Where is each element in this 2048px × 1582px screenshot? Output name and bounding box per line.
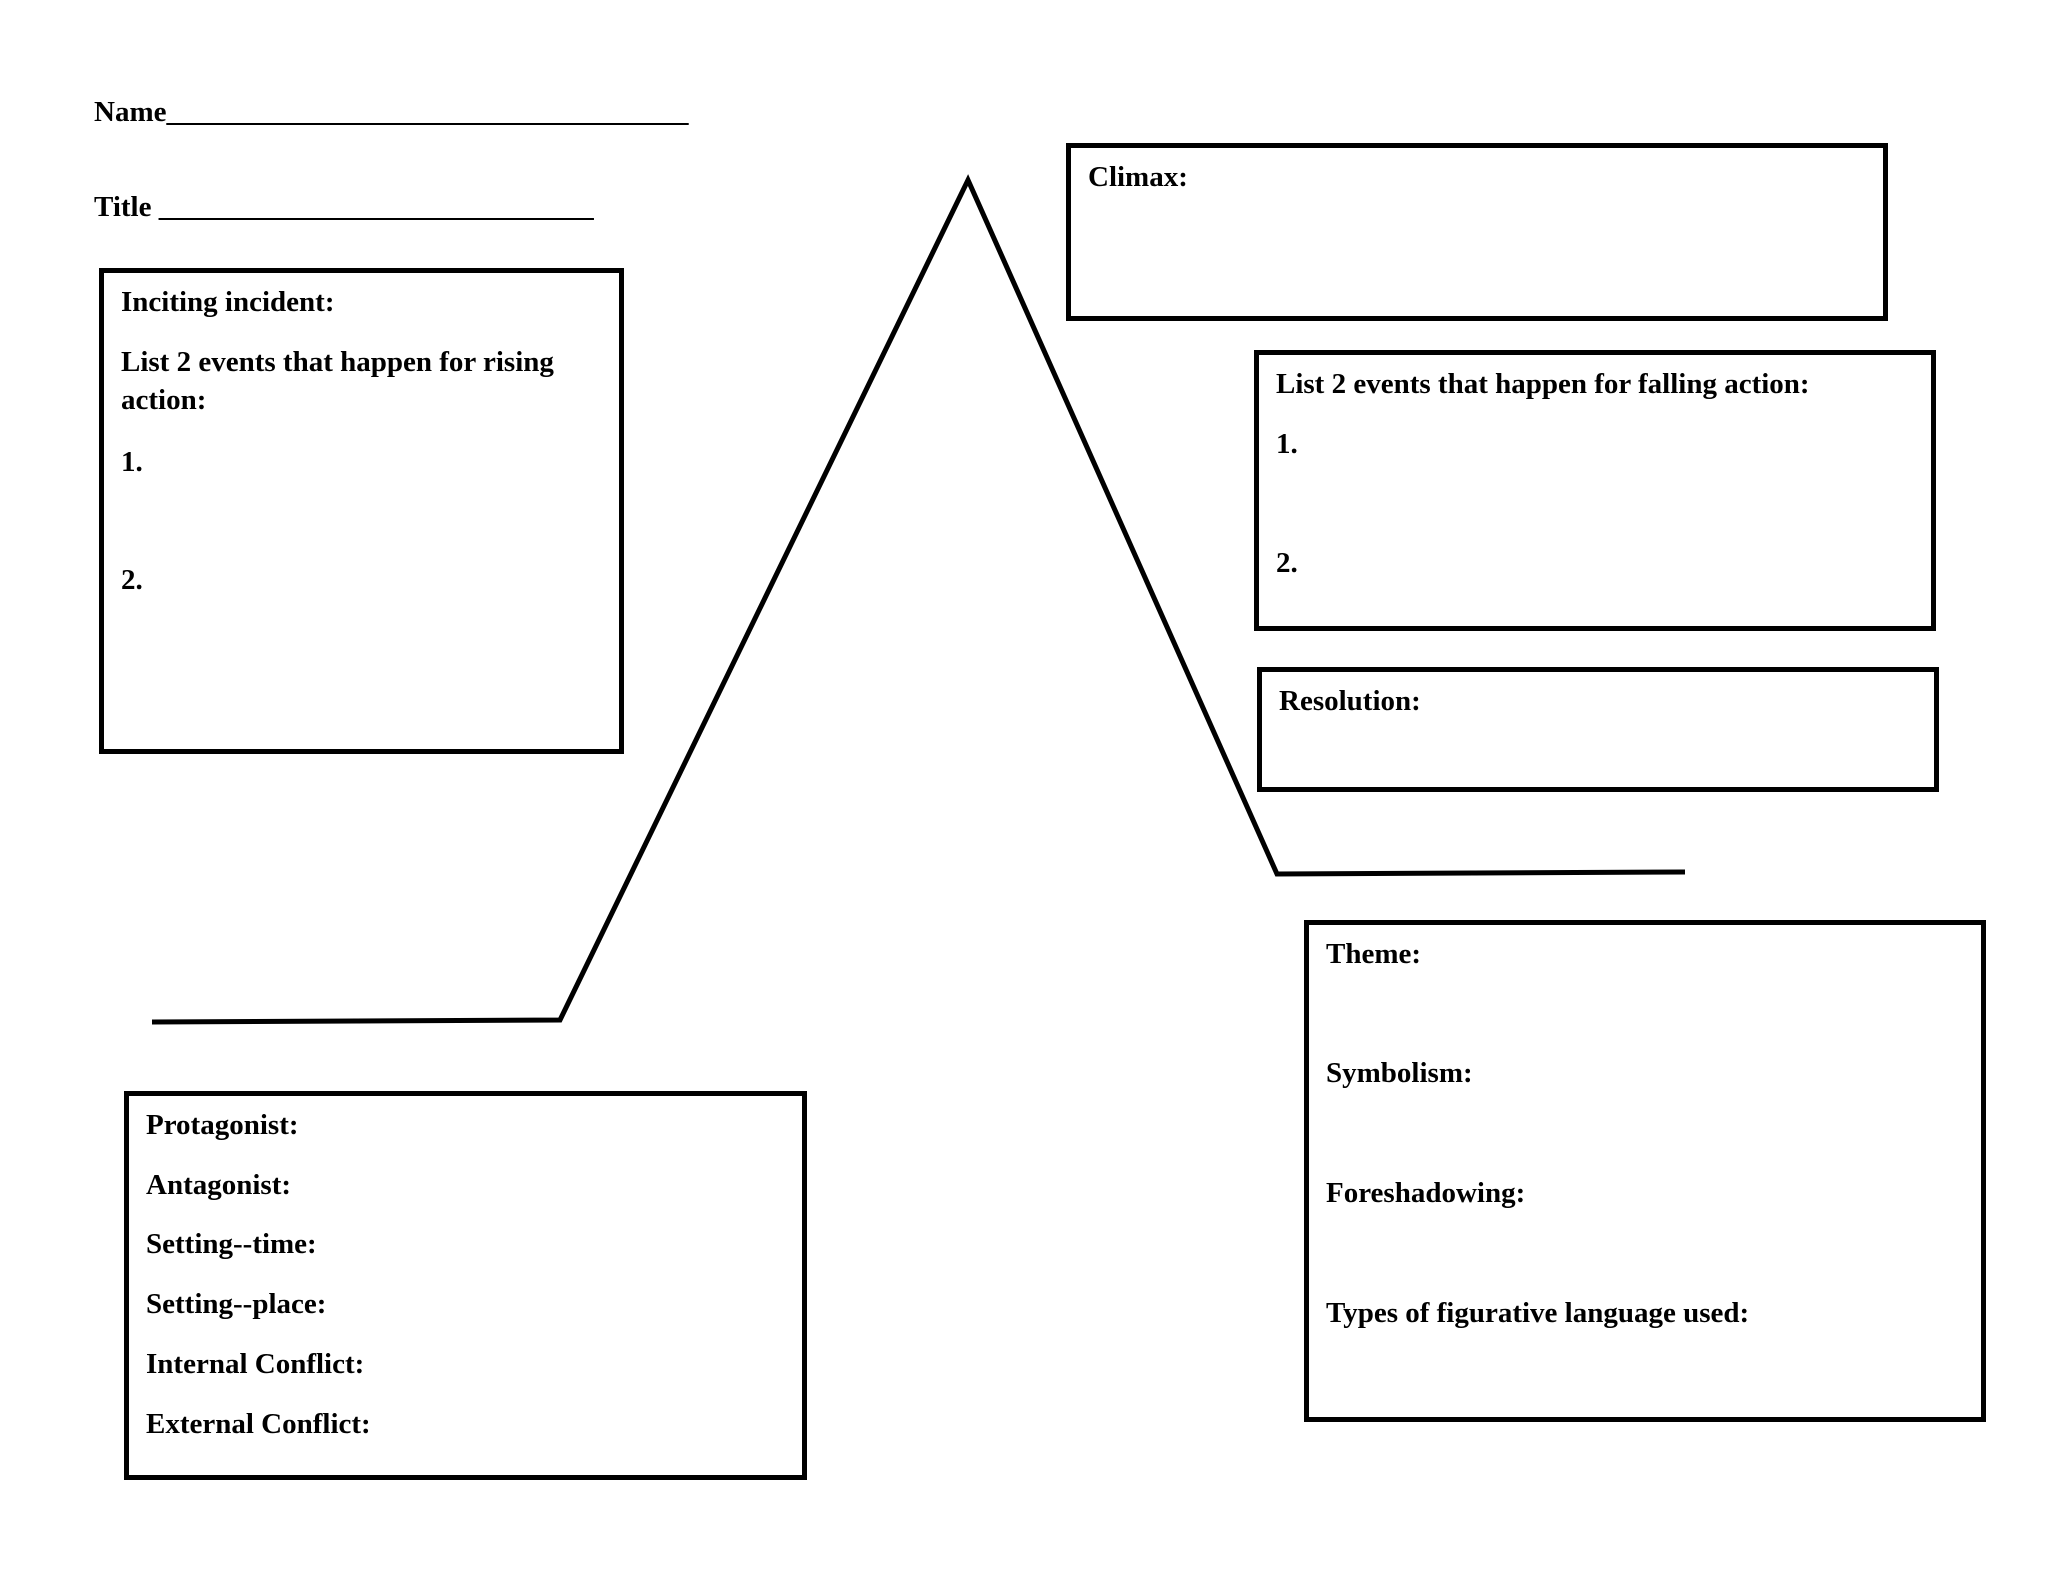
name-label: Name____________________________________	[94, 96, 689, 128]
rising-action-item-1: 1.	[121, 446, 143, 478]
literary-devices-box[interactable]	[1304, 920, 1986, 1422]
resolution-label: Resolution:	[1279, 685, 1421, 717]
climax-box[interactable]	[1066, 143, 1888, 321]
title-field[interactable]	[94, 189, 594, 225]
symbolism-label: Symbolism:	[1326, 1057, 1473, 1089]
rising-action-box[interactable]	[99, 268, 624, 754]
rising-action-prompt: List 2 events that happen for rising action:	[121, 346, 554, 416]
theme-label: Theme:	[1326, 938, 1422, 970]
external-conflict-label: External Conflict:	[146, 1408, 371, 1440]
title-label: Title ______________________________	[94, 191, 594, 223]
protagonist-label: Protagonist:	[146, 1109, 299, 1141]
falling-action-box[interactable]	[1254, 350, 1936, 631]
figurative-language-label: Types of figurative language used:	[1326, 1297, 1750, 1329]
falling-action-item-1: 1.	[1276, 428, 1298, 460]
setting-time-label: Setting--time:	[146, 1228, 317, 1260]
falling-action-item-2: 2.	[1276, 547, 1298, 579]
climax-label: Climax:	[1088, 161, 1188, 193]
inciting-incident-label: Inciting incident:	[121, 286, 335, 318]
antagonist-label: Antagonist:	[146, 1169, 292, 1201]
story-elements-box[interactable]	[124, 1091, 807, 1480]
name-field[interactable]	[94, 94, 688, 130]
internal-conflict-label: Internal Conflict:	[146, 1348, 365, 1380]
setting-place-label: Setting--place:	[146, 1288, 327, 1320]
resolution-box[interactable]	[1257, 667, 1939, 792]
foreshadowing-label: Foreshadowing:	[1326, 1177, 1526, 1209]
rising-action-item-2: 2.	[121, 564, 143, 596]
falling-action-prompt: List 2 events that happen for falling action:	[1276, 368, 1810, 400]
